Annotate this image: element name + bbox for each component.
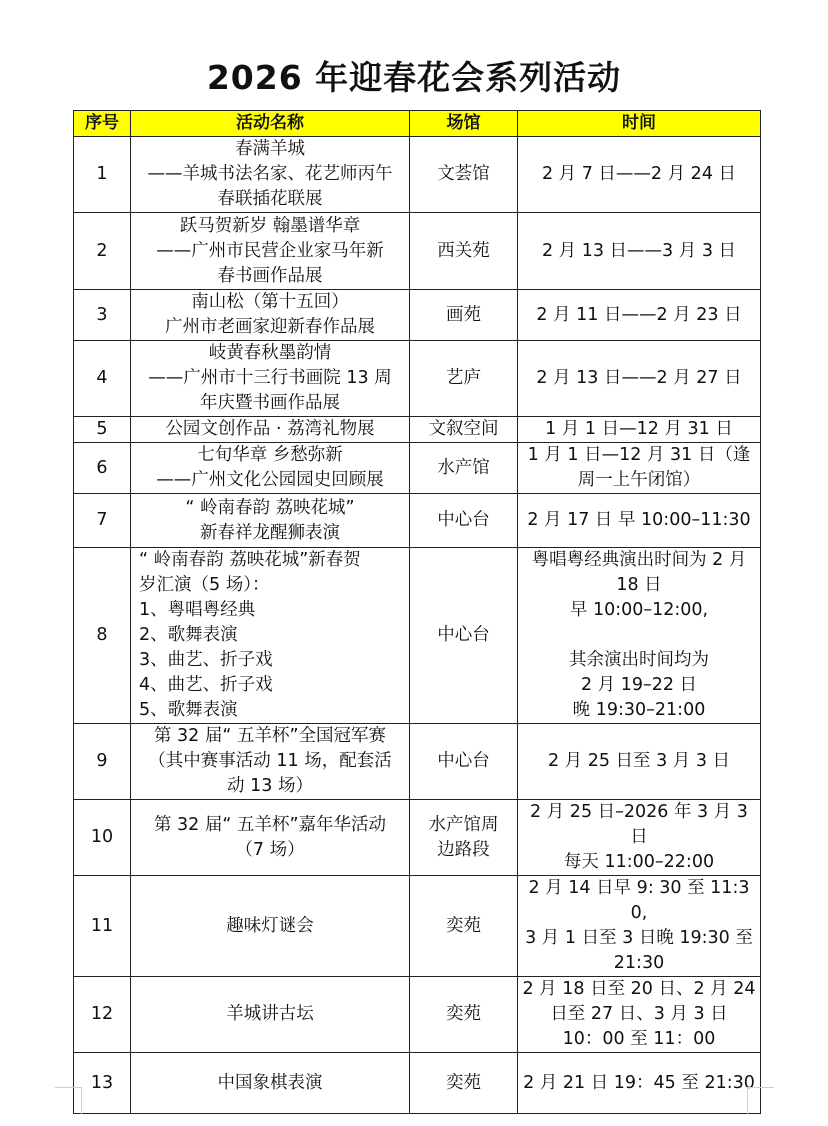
time-line: 1 月 1 日—12 月 31 日（逢 — [527, 445, 751, 465]
table-row — [74, 443, 761, 494]
activity-name-line: 中国象棋表演 — [217, 1072, 323, 1093]
activity-name-cell — [131, 341, 410, 417]
activity-name-line: 3、曲艺、折子戏 — [139, 650, 273, 670]
row-number: 2 — [74, 213, 131, 290]
venue-cell — [410, 341, 518, 417]
time-line: 2 月 21 日 19：45 至 21:30 — [523, 1072, 755, 1093]
row-number: 10 — [74, 800, 131, 876]
venue-line: 边路段 — [437, 839, 490, 860]
time-line: 其余演出时间均为 — [569, 650, 709, 670]
table-row — [74, 417, 761, 443]
activity-name-line: ——广州文化公园园史回顾展 — [156, 470, 384, 490]
time-line: 3 月 1 日至 3 日晚 19:30 至 — [525, 928, 753, 948]
time-line: 2 月 7 日——2 月 24 日 — [541, 164, 737, 184]
activity-schedule-table — [73, 110, 761, 1114]
venue-cell — [410, 724, 518, 800]
time-line: 日至 27 日、3 月 3 日 — [550, 1004, 728, 1024]
activity-name-line: 七旬华章 乡愁弥新 — [197, 445, 343, 465]
venue-cell — [410, 290, 518, 341]
venue-line: 文叙空间 — [428, 419, 499, 439]
activity-name-line: 新春祥龙醒狮表演 — [200, 522, 340, 543]
activity-name-line: 第 32 届“ 五羊杯”全国冠军赛 — [153, 726, 387, 746]
activity-name-cell — [131, 443, 410, 494]
time-line: 2 月 19–22 日 — [580, 675, 698, 695]
activity-name-line: 趣味灯谜会 — [226, 915, 314, 936]
activity-name-line: “ 岭南春韵 荔映花城”新春贺 — [139, 550, 361, 570]
time-cell — [518, 341, 761, 417]
row-number: 7 — [74, 494, 131, 548]
venue-line: 文荟馆 — [437, 164, 490, 184]
venue-cell — [410, 494, 518, 548]
activity-name-line: 春书画作品展 — [217, 265, 323, 286]
activity-name-line: 跃马贺新岁 翰墨谱华章 — [179, 215, 361, 236]
activity-name-line: 岁汇演（5 场）： — [139, 575, 270, 595]
table-row — [74, 341, 761, 417]
time-cell — [518, 213, 761, 290]
activity-name-cell — [131, 137, 410, 213]
row-number: 13 — [74, 1053, 131, 1114]
time-line: 2 月 25 日–2026 年 3 月 3 日 — [530, 802, 748, 847]
table-row — [74, 1053, 761, 1114]
venue-line: 奕苑 — [446, 1004, 481, 1024]
activity-name-cell — [131, 876, 410, 977]
table-row — [74, 494, 761, 548]
time-line: 1 月 1 日—12 月 31 日 — [545, 419, 733, 439]
activity-name-line: ——广州市十三行书画院 13 周 — [148, 368, 392, 388]
venue-cell — [410, 213, 518, 290]
page-title: 2026 年迎春花会系列活动 — [206, 58, 622, 97]
table-row — [74, 876, 761, 977]
header-name: 活动名称 — [131, 111, 410, 137]
table-row — [74, 213, 761, 290]
activity-name-line: 动 13 场） — [227, 776, 313, 796]
table-row — [74, 800, 761, 876]
activity-name-line: 春联插花联展 — [217, 189, 323, 209]
time-line — [522, 623, 756, 648]
activity-name-line: （7 场） — [235, 839, 305, 860]
table-row — [74, 724, 761, 800]
time-cell — [518, 1053, 761, 1114]
activity-name-line: 羊城讲古坛 — [226, 1004, 314, 1024]
venue-cell — [410, 548, 518, 724]
venue-line: 西关苑 — [437, 240, 490, 261]
table-header-row — [74, 111, 761, 137]
activity-name-line: “ 岭南春韵 荔映花城” — [185, 497, 355, 518]
activity-name-cell — [131, 724, 410, 800]
activity-name-cell — [131, 290, 410, 341]
time-cell — [518, 724, 761, 800]
venue-cell — [410, 876, 518, 977]
activity-name-line: 2、歌舞表演 — [139, 625, 238, 645]
row-number: 8 — [74, 548, 131, 724]
row-number: 4 — [74, 341, 131, 417]
row-number: 9 — [74, 724, 131, 800]
time-cell — [518, 290, 761, 341]
page-corner-mark-left — [55, 1087, 82, 1114]
time-line: 2 月 13 日——3 月 3 日 — [541, 240, 737, 261]
venue-line: 中心台 — [437, 751, 490, 771]
table-row — [74, 548, 761, 724]
activity-name-cell — [131, 417, 410, 443]
activity-name-cell — [131, 213, 410, 290]
page-corner-mark-right — [747, 1087, 774, 1114]
activity-name-line: 1、粤唱粤经典 — [139, 600, 256, 620]
time-line: 10：00 至 11：00 — [562, 1029, 716, 1049]
activity-name-line: 5、歌舞表演 — [139, 700, 238, 720]
row-number: 6 — [74, 443, 131, 494]
venue-line: 艺庐 — [446, 368, 481, 388]
activity-name-line: 春满羊城 — [235, 139, 305, 159]
table-row — [74, 977, 761, 1053]
venue-line: 奕苑 — [446, 1072, 481, 1093]
venue-cell — [410, 977, 518, 1053]
activity-name-line: 公园文创作品 · 荔湾礼物展 — [165, 419, 375, 439]
time-line: 周一上午闭馆） — [577, 470, 701, 490]
row-number: 11 — [74, 876, 131, 977]
time-line: 2 月 18 日至 20 日、2 月 24 — [522, 979, 756, 999]
activity-name-line: 年庆暨书画作品展 — [200, 393, 340, 413]
time-line: 2 月 25 日至 3 月 3 日 — [547, 751, 731, 771]
time-line: 2 月 13 日——2 月 27 日 — [536, 368, 742, 388]
activity-name-cell — [131, 800, 410, 876]
activity-name-cell — [131, 494, 410, 548]
time-cell — [518, 137, 761, 213]
venue-cell — [410, 443, 518, 494]
time-line: 18 日 — [616, 575, 662, 595]
time-cell — [518, 417, 761, 443]
activity-name-cell — [131, 548, 410, 724]
time-cell — [518, 443, 761, 494]
time-line: 2 月 17 日 早 10:00–11:30 — [527, 510, 751, 530]
activity-name-cell — [131, 977, 410, 1053]
venue-line: 中心台 — [437, 625, 490, 645]
time-line: 晚 19:30–21:00 — [572, 700, 706, 720]
row-number: 1 — [74, 137, 131, 213]
time-line: 21:30 — [613, 953, 665, 973]
time-line: 2 月 11 日——2 月 23 日 — [536, 304, 742, 325]
venue-line: 水产馆 — [437, 457, 490, 478]
venue-cell — [410, 417, 518, 443]
activity-name-line: ——羊城书法名家、花艺师丙午 — [147, 164, 393, 184]
time-cell — [518, 876, 761, 977]
row-number: 5 — [74, 417, 131, 443]
time-cell — [518, 494, 761, 548]
row-number: 12 — [74, 977, 131, 1053]
table-row — [74, 137, 761, 213]
activity-name-line: 第 32 届“ 五羊杯”嘉年华活动 — [153, 814, 387, 835]
venue-cell — [410, 1053, 518, 1114]
venue-cell — [410, 800, 518, 876]
time-cell — [518, 548, 761, 724]
time-line: 早 10:00–12:00, — [569, 600, 709, 620]
venue-line: 中心台 — [437, 510, 490, 530]
activity-name-line: ——广州市民营企业家马年新 — [156, 240, 384, 261]
time-line: 2 月 14 日早 9: 30 至 11:30, — [528, 878, 750, 923]
time-line: 每天 11:00–22:00 — [563, 852, 715, 872]
activity-name-line: 南山松（第十五回） — [191, 292, 349, 312]
venue-cell — [410, 137, 518, 213]
venue-line: 水产馆周 — [428, 814, 499, 835]
header-time: 时间 — [518, 111, 761, 137]
row-number: 3 — [74, 290, 131, 341]
activity-name-line: 4、曲艺、折子戏 — [139, 675, 273, 695]
header-no: 序号 — [74, 111, 131, 137]
time-line: 粤唱粤经典演出时间为 2 月 — [531, 550, 747, 570]
header-venue: 场馆 — [410, 111, 518, 137]
venue-line: 奕苑 — [446, 915, 481, 936]
venue-line: 画苑 — [446, 304, 481, 325]
activity-name-line: （其中赛事活动 11 场，配套活 — [148, 751, 392, 771]
time-cell — [518, 977, 761, 1053]
table-row — [74, 290, 761, 341]
time-cell — [518, 800, 761, 876]
activity-name-cell — [131, 1053, 410, 1114]
activity-name-line: 岐黄春秋墨韵情 — [208, 343, 332, 363]
activity-name-line: 广州市老画家迎新春作品展 — [165, 317, 375, 337]
